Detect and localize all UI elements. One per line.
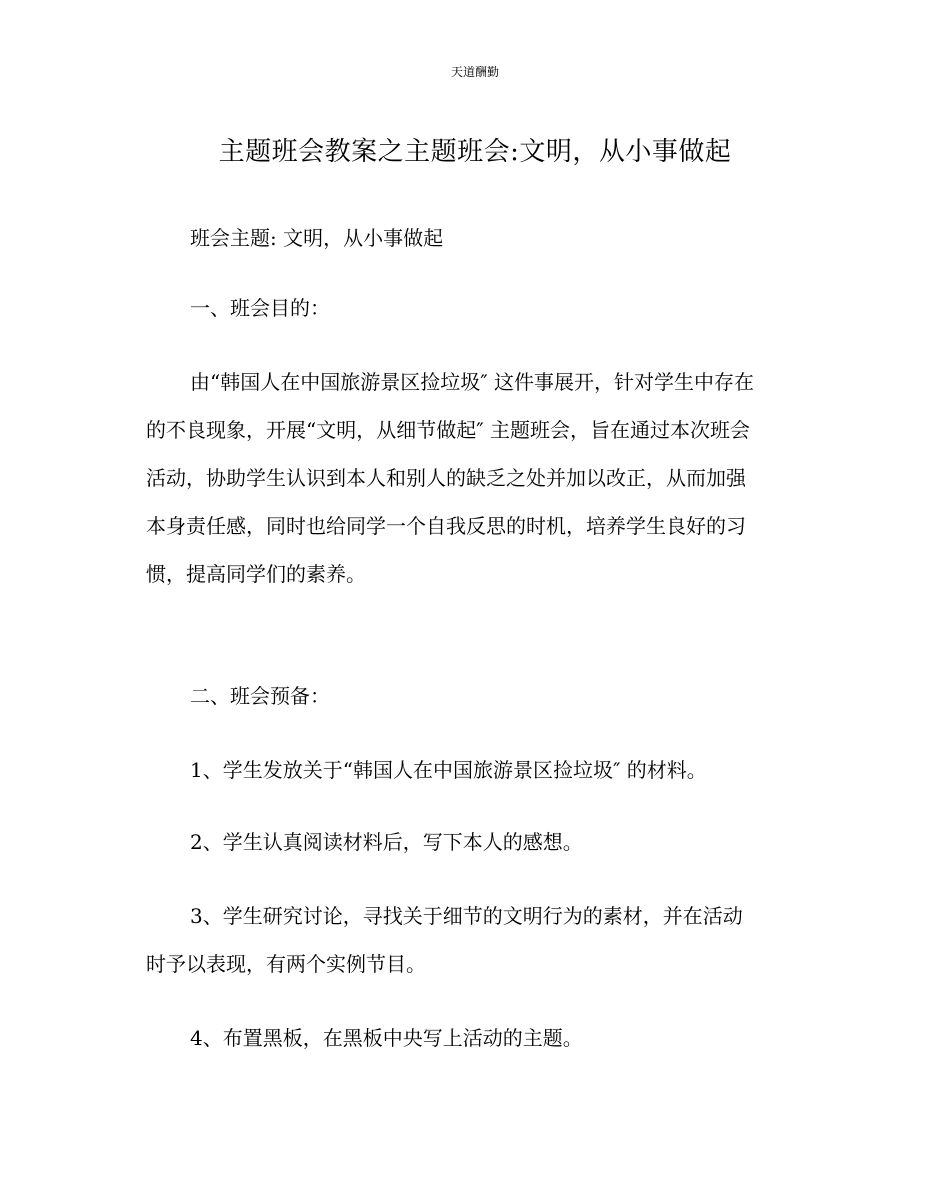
paragraph-line: 本身责任感，同时也给同学一个自我反思的时机，培养学生良好的习 xyxy=(146,514,746,538)
paragraph-line: 的不良现象，开展“文明，从细节做起″ 主题班会，旨在通过本次班会 xyxy=(146,418,751,442)
list-item: 2、学生认真阅读材料后，写下本人的感想。 xyxy=(190,830,583,854)
list-item-continuation: 时予以表现，有两个实例节目。 xyxy=(146,952,426,976)
section-heading-purpose: 一、班会目的： xyxy=(190,296,330,320)
list-item: 4、布置黑板，在黑板中央写上活动的主题。 xyxy=(190,1026,583,1050)
section-heading-preparation: 二、班会预备： xyxy=(190,684,330,708)
list-item: 1、学生发放关于“韩国人在中国旅游景区捡垃圾″ 的材料。 xyxy=(190,758,707,782)
paragraph-line: 惯，提高同学们的素养。 xyxy=(146,562,366,586)
theme-line: 班会主题: 文明，从小事做起 xyxy=(190,226,444,250)
list-item: 3、学生研究讨论，寻找关于细节的文明行为的素材，并在活动 xyxy=(190,904,743,928)
paragraph-line: 由“韩国人在中国旅游景区捡垃圾″ 这件事展开，针对学生中存在 xyxy=(190,370,755,394)
paragraph-line: 活动，协助学生认识到本人和别人的缺乏之处并加以改正，从而加强 xyxy=(146,466,746,490)
document-title: 主题班会教案之主题班会:文明，从小事做起 xyxy=(218,137,732,167)
page-header: 天道酬勤 xyxy=(450,65,499,79)
